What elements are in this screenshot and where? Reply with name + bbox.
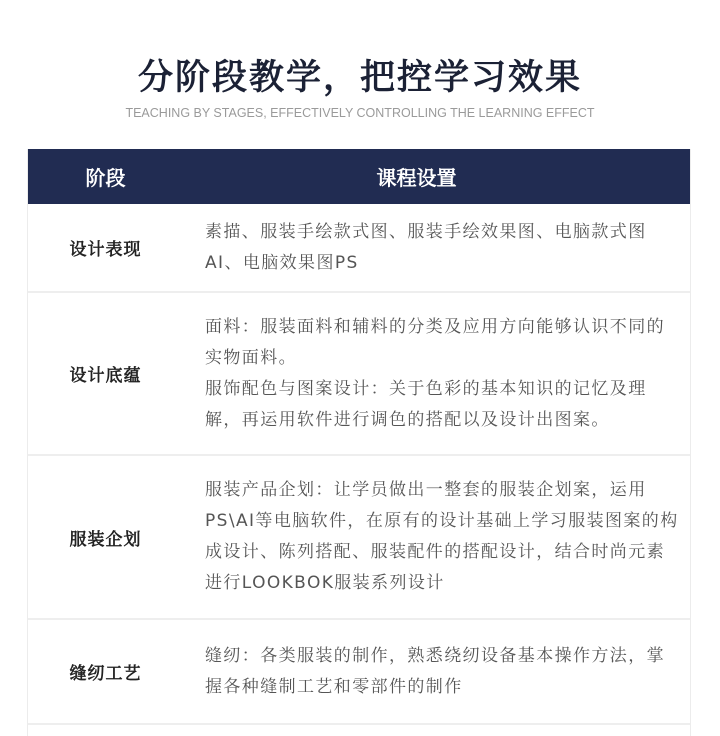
table-row (28, 456, 690, 620)
course-cell (183, 312, 690, 436)
stage-cell: 设计表现 (69, 240, 142, 260)
course-text: 缝纫：各类服装的制作，熟悉绕纫设备基本操作方法，掌握各种缝制工艺和零部件的制作 (205, 645, 665, 697)
course-text: 素描、服装手绘款式图、服装手绘效果图、电脑款式图AI、电脑效果图PS (205, 221, 647, 273)
stage-cell: 缝纫工艺 (69, 664, 142, 684)
column-header-course: 课程设置 (376, 166, 457, 190)
course-text: 面料：服装面料和辅料的分类及应用方向能够认识不同的实物面料。 (205, 316, 665, 368)
course-table (27, 149, 691, 736)
table-header (28, 149, 690, 204)
course-text: 服饰配色与图案设计：关于色彩的基本知识的记忆及理解，再运用软件进行调色的搭配以及设计出图案。 (205, 378, 647, 430)
table-row (28, 293, 690, 456)
course-cell (183, 641, 690, 703)
column-header-stage: 阶段 (85, 166, 126, 190)
course-cell (183, 217, 690, 279)
stage-cell: 服装企划 (69, 529, 142, 550)
course-text: 服装产品企划：让学员做出一整套的服装企划案，运用PS\AI等电脑软件，在原有的设计基础上学习服装图案的构成设计、陈列搭配、服装配件的搭配设计，结合时尚元素进行LOOKBOK服装系列设计 (205, 480, 679, 593)
page-title: 分阶段教学，把控学习效果 (137, 58, 582, 98)
table-row (28, 204, 690, 293)
table-row (28, 620, 690, 725)
page-subtitle: TEACHING BY STAGES, EFFECTIVELY CONTROLLING THE LEARNING EFFECT (125, 106, 595, 120)
table-row-partial (28, 725, 690, 736)
stage-cell: 设计底蕴 (69, 366, 142, 386)
course-cell (183, 475, 690, 599)
